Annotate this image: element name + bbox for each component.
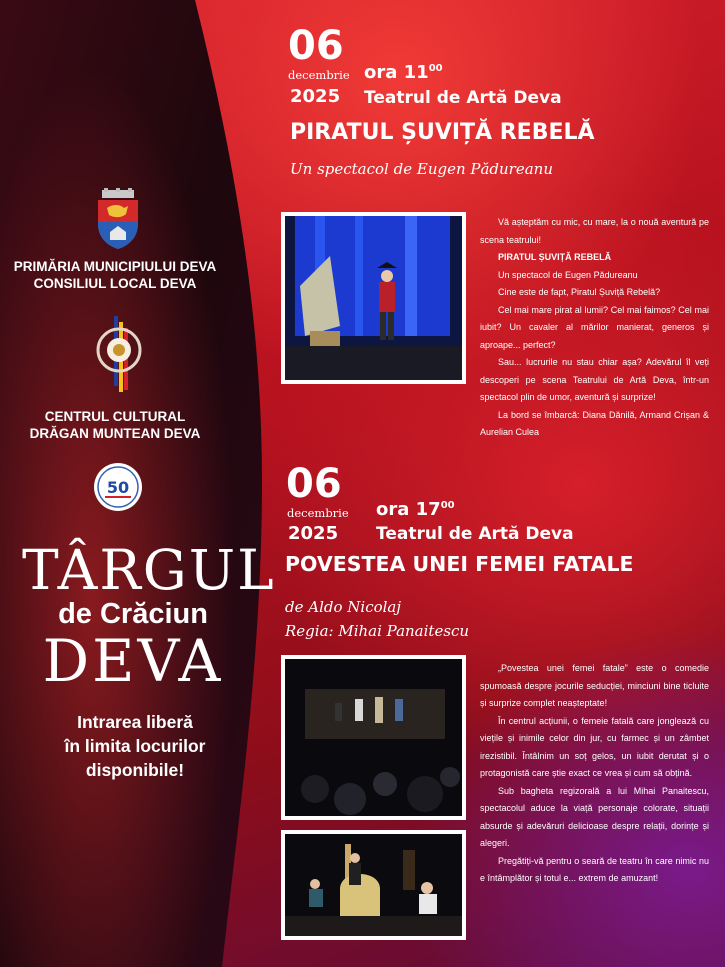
centru-line-1: CENTRUL CULTURAL: [44, 409, 186, 424]
event1-month: decembrie: [288, 68, 350, 82]
event1-desc-para-7: La bord se îmbarcă: Diana Dănilă, Armand Crișan & Aurelian Culea: [480, 409, 709, 437]
event2-author: de Aldo Nicolaj: [285, 598, 402, 616]
event1-day: 06: [288, 23, 344, 69]
event1-desc-para-6: Sau... lucrurile nu stau chiar așa? Adevărul îl veți descoperi pe scena Teatrului de Artă Deva, într-un spectacol plin de umor, aventură și surprize!: [480, 357, 709, 402]
event2-photo-2: [281, 830, 466, 940]
event1-desc-para-5: Cel mai mare pirat al lumii? Cel mai faimos? Cel mai iubit? Un cavaler al mărilor manierat, generos și aproape... perfect?: [480, 304, 709, 350]
event2-day: 06: [286, 461, 342, 507]
event1-venue: Teatrul de Artă Deva: [364, 88, 562, 108]
fair-title: TÂRGUL: [22, 538, 276, 602]
centru-cultural-label: [0, 408, 230, 442]
event2-time-hour: ora 17: [376, 499, 441, 520]
event2-desc-para-4: Pregătiți-vă pentru o seară de teatru în care nimic nu e întâmplător și totul e... extrem de amuzant!: [480, 855, 709, 883]
event2-photo-1: [281, 655, 466, 820]
event1-description: [480, 214, 709, 442]
event2-desc-para-2: În centrul acțiunii, o femeie fatală care jonglează cu viețile și inimile celor din jur, cu farmec și un zâmbet irezistibil. Întâlnim un soț gelos, un iubit derutat și o protagonistă care știe exact ce vrea și cum să obțină.: [480, 715, 709, 778]
entry-line-1: Intrarea liberă: [77, 712, 193, 732]
fair-subtitle: de Crăciun: [58, 598, 208, 630]
event1-desc-para-4: Cine este de fapt, Piratul Șuviță Rebelă?: [498, 287, 661, 297]
event1-desc-para-2: PIRATUL ȘUVIȚĂ REBELĂ: [498, 252, 612, 262]
event1-time-minutes: 00: [428, 63, 443, 74]
event1-photo: [281, 212, 466, 384]
event2-desc-para-3: Sub bagheta regizorală a lui Mihai Panaitescu, spectacolul aduce la viață personaje colorate, situații absurde și adevăruri delicioase despre relații, dorințe și alegeri.: [480, 785, 709, 848]
primaria-label: [0, 258, 230, 292]
event1-time-hour: ora 11: [364, 62, 429, 83]
primaria-line-1: PRIMĂRIA MUNICIPIULUI DEVA: [13, 259, 217, 274]
fair-city: DEVA: [42, 627, 224, 695]
event2-director: Regia: Mihai Panaitescu: [285, 622, 470, 640]
event2-desc-para-1: „Povestea unei femei fatale” este o comedie spumoasă despre jocurile seducției, minciuni bine ticluite și surprize complet neașteptate!: [480, 663, 709, 708]
anniversary-number: 50: [106, 478, 130, 497]
event2-description: [480, 660, 709, 888]
entry-line-3: disponibile!: [85, 760, 185, 780]
event2-year: 2025: [288, 523, 339, 544]
cultural-center-logo: [94, 316, 144, 396]
primaria-line-2: CONSILIUL LOCAL DEVA: [33, 276, 197, 291]
event1-author: Un spectacol de Eugen Pădureanu: [290, 160, 553, 178]
event2-time-minutes: 00: [440, 500, 455, 511]
free-entry-note: [14, 710, 256, 782]
event2-venue: Teatrul de Artă Deva: [376, 524, 574, 544]
event1-time: [364, 62, 443, 83]
event2-month: decembrie: [287, 506, 349, 520]
event2-time: [376, 499, 455, 520]
event1-desc-para-3: Un spectacol de Eugen Pădureanu: [498, 269, 638, 280]
deva-coat-of-arms: [94, 188, 142, 254]
event2-title: POVESTEA UNEI FEMEI FATALE: [285, 552, 634, 576]
event1-title: PIRATUL ȘUVIȚĂ REBELĂ: [290, 120, 595, 145]
entry-line-2: în limita locurilor: [64, 736, 206, 756]
centru-line-2: DRĂGAN MUNTEAN DEVA: [29, 426, 201, 441]
event1-desc-para-1: Vă așteptăm cu mic, cu mare, la o nouă aventură pe scena teatrului!: [480, 217, 709, 245]
event1-year: 2025: [290, 86, 341, 107]
anniversary-badge: [93, 462, 143, 516]
